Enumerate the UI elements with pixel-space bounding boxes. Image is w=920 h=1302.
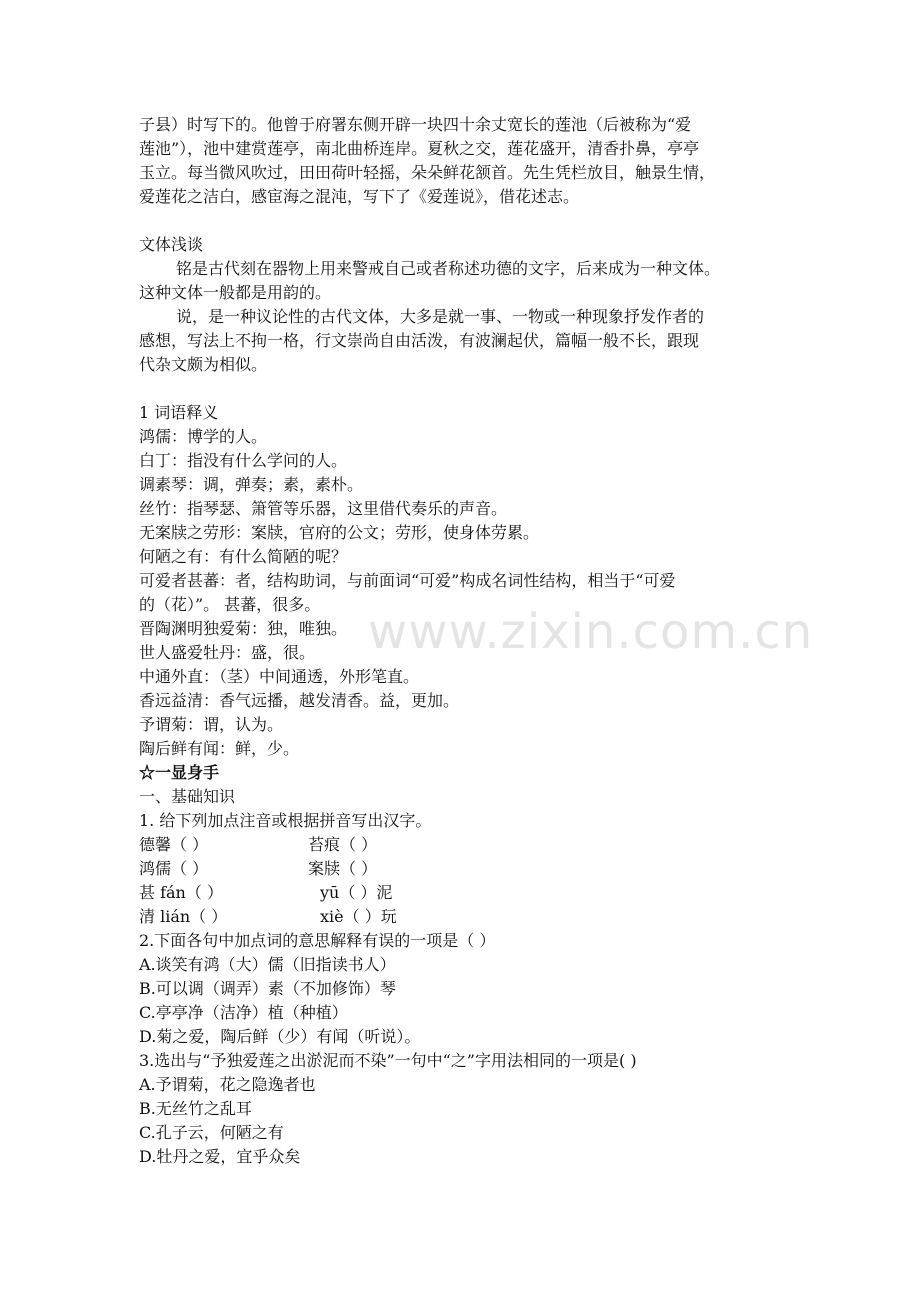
vocab-item: 予谓菊：谓，认为。 — [139, 715, 284, 734]
vocab-item: 鸿儒：博学的人。 — [139, 427, 268, 446]
question-2-option-b: B.可以调（调弄）素（不加修饰）琴 — [139, 979, 396, 998]
genre-p1-line1: 铭是古代刻在器物上用来警戒自己或者称述功德的文字，后来成为一种文体。 — [176, 259, 721, 278]
intro-line-1: 子县）时写下的。他曾于府署东侧开辟一块四十余丈宽长的莲池（后被称为“爱 — [139, 115, 692, 134]
vocab-heading: 1 词语释义 — [139, 403, 219, 422]
question-1-item: 鸿儒（ ） — [139, 859, 209, 878]
vocab-item: 无案牍之劳形：案牍，官府的公文；劳形，使身体劳累。 — [139, 523, 540, 542]
question-3-option-b: B.无丝竹之乱耳 — [139, 1099, 252, 1118]
question-1-row — [139, 882, 539, 904]
watermark: www.zixin.com.cn — [368, 604, 814, 660]
intro-line-3: 玉立。每当微风吹过，田田荷叶轻摇，朵朵鲜花颔首。先生凭栏放目，触景生情， — [139, 163, 716, 182]
practice-subheading: 一、基础知识 — [139, 787, 236, 806]
question-2-option-a: A.谈笑有鸿（大）儒（旧指读书人） — [139, 955, 396, 974]
intro-line-4: 爱莲花之洁白，感宦海之混沌，写下了《爱莲说》，借花述志。 — [139, 187, 580, 206]
vocab-item: 陶后鲜有闻：鲜，少。 — [139, 739, 300, 758]
question-1-item: xiè（ ）玩 — [320, 907, 397, 926]
question-1-item: 德馨（ ） — [139, 835, 209, 854]
question-2-stem: 2.下面各句中加点词的意思解释有误的一项是（ ） — [139, 931, 496, 950]
question-3-stem: 3.选出与“予独爱莲之出淤泥而不染”一句中“之”字用法相同的一项是( ) — [139, 1051, 637, 1070]
question-1-item: 清 lián（ ） — [139, 907, 228, 926]
question-1-row — [139, 858, 539, 880]
question-1-row — [139, 834, 539, 856]
vocab-item: 晋陶渊明独爱菊：独，唯独。 — [139, 619, 348, 638]
question-1-item: 苔痕（ ） — [308, 835, 378, 854]
genre-p2-line3: 代杂文颇为相似。 — [139, 355, 268, 374]
vocab-item: 调素琴：调，弹奏；素，素朴。 — [139, 475, 364, 494]
practice-heading: ☆一显身手 — [139, 763, 220, 782]
genre-heading: 文体浅谈 — [139, 235, 204, 254]
vocab-item: 可爱者甚蕃：者，结构助词，与前面词“可爱”构成名词性结构，相当于“可爱 — [139, 571, 676, 590]
intro-line-2: 莲池”），池中建赏莲亭，南北曲桥连岸。夏秋之交，莲花盛开，清香扑鼻，亭亭 — [139, 139, 700, 158]
question-1-item: 甚 fán（ ） — [139, 883, 223, 902]
question-1-item: 案牍（ ） — [308, 859, 378, 878]
vocab-item: 世人盛爱牡丹：盛，很。 — [139, 643, 316, 662]
genre-p1-line2: 这种文体一般都是用韵的。 — [139, 283, 332, 302]
question-3-option-a: A.予谓菊，花之隐逸者也 — [139, 1075, 316, 1094]
question-1-row — [139, 906, 539, 928]
question-2-option-d: D.菊之爱，陶后鲜（少）有闻（听说）。 — [139, 1027, 421, 1046]
question-3-option-d: D.牡丹之爱，宜乎众矣 — [139, 1147, 301, 1166]
vocab-item: 丝竹：指琴瑟、箫管等乐器，这里借代奏乐的声音。 — [139, 499, 508, 518]
genre-p2-line2: 感想，写法上不拘一格，行文崇尚自由活泼，有波澜起伏，篇幅一般不长，跟现 — [139, 331, 700, 350]
vocab-item: 香远益清：香气远播，越发清香。益，更加。 — [139, 691, 460, 710]
question-1-item: yū（ ）泥 — [320, 883, 393, 902]
genre-p2-line1: 说，是一种议论性的古代文体，大多是就一事、一物或一种现象抒发作者的 — [176, 307, 705, 326]
vocab-item: 白丁：指没有什么学问的人。 — [139, 451, 348, 470]
vocab-item: 的（花）”。 甚蕃，很多。 — [139, 595, 321, 614]
question-1-stem: 1. 给下列加点注音或根据拼音写出汉字。 — [139, 811, 432, 830]
question-3-option-c: C.孔子云，何陋之有 — [139, 1123, 284, 1142]
vocab-item: 中通外直：（茎）中间通透，外形笔直。 — [139, 667, 420, 686]
question-2-option-c: C.亭亭净（洁净）植（种植） — [139, 1003, 348, 1022]
vocab-item: 何陋之有：有什么简陋的呢？ — [139, 547, 348, 566]
